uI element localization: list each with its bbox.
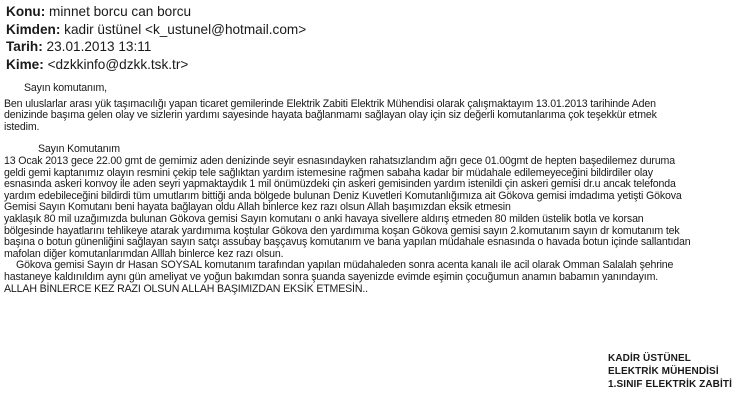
paragraph-line: Ben uluslarlar arası yük taşımacılığı yapan ticaret gemilerinde Elektrik Zabiti Elektrik Mühendisi olarak çalışmaktayım 13.01.2013 tarihinde Aden <box>4 97 656 110</box>
paragraph-line: yaklaşık 80 mil uzağımızda bulunan Gökova gemisi Sayın komutanı o anki havaya sivellere aldırış etmeden 80 milden üstelik botla ve korsan <box>4 212 644 225</box>
date-value: 23.01.2013 13:11 <box>46 39 152 54</box>
signature-name: KADİR ÜSTÜNEL <box>608 353 691 364</box>
greeting-2: Sayın Komutanım <box>38 143 120 156</box>
paragraph-line: geldi gemi kaptanımız olayın resmini çekip tele sağlıktan yardım istemesine rağmen sabaha kadar bir müdahale edilemeyeceğini bildirdiler olay <box>4 166 653 179</box>
paragraph-line: bölgesinde hayatlarını tehlikeye atarak yardımıma koştular Gökova den yardımıma koşan Gökova gemisi sayın 2.komutanım sayın dr komutanım tek <box>4 224 680 237</box>
subject-label: Konu: <box>6 4 46 19</box>
signature-block <box>608 353 732 391</box>
to-value: <dzkkinfo@dzkk.tsk.tr> <box>47 56 189 72</box>
date-row <box>6 38 306 56</box>
date-label: Tarih: <box>6 39 43 54</box>
paragraph-line: esnasında askeri konvoy ile aden seyri yapmaktaydık 1 mil önümüzdeki çin askeri gemisinden yardım istenildi çin askeri gemisi dr.u ancak telefonda <box>4 178 676 191</box>
closing-line: ALLAH BİNLERCE KEZ RAZI OLSUN ALLAH BAŞIMIZDAN EKSİK ETMESİN.. <box>4 282 368 295</box>
paragraph-line: 13 Ocak 2013 gece 22.00 gmt de gemimiz aden denizinde seyir esnasındayken rahatsızlandım ağrı gece 01.00gmt de hepten başedilemez duruma <box>4 154 675 167</box>
from-row <box>6 21 306 39</box>
paragraph-2 <box>4 156 746 260</box>
paragraph-line: mafolan diğer komutanlarımdan Alllah binlerce kez razı olsun. <box>4 247 284 260</box>
paragraph-line: Gemisi Sayın Komutanı beni hayata bağlayan oldu Allah binlerce kez razı olsun Allah başımızdan eksik etmesin <box>4 201 511 214</box>
from-label: Kimden: <box>6 21 61 37</box>
to-label: Kime: <box>6 56 44 72</box>
paragraph-3 <box>4 260 746 283</box>
greeting-1: Sayın komutanım, <box>24 82 107 94</box>
paragraph-line: istedim. <box>4 120 40 133</box>
paragraph-line: hastaneye kaldınıldım aynı gün ameliyat ve yoğun bakımdan sonra şuanda sayenizde evimde eşimin çocuğumun anamın babamın yanındayım. <box>4 270 659 283</box>
signature-title: ELEKTRİK MÜHENDİSİ <box>608 365 719 377</box>
paragraph-line: yardım edebileceğini bildirdi tüm umutlarım bittiği anda bölgede bulunan Deniz Kuvetleri Komutanlığımıza ait Gökova gemisi imdadıma yetişti Gökova <box>4 189 682 202</box>
from-value: kadir üstünel <k_ustunel@hotmail.com> <box>64 21 307 37</box>
signature-rank: 1.SINIF ELEKTRİK ZABİTİ <box>608 378 732 390</box>
paragraph-line: Gökova gemisi Sayın dr Hasan SOYSAL komutanım tarafından yapılan müdahaleden sonra acenta kanalı ile acil olarak Omman Salalah şehrine <box>16 259 674 272</box>
paragraph-1 <box>4 99 746 134</box>
letter-body <box>4 83 746 295</box>
paragraph-line: denizinde başıma gelen olay ve sizlerin yardımı sayesinde hayata bağlanmamı sağlayan olay için siz değerli komutanlarıma çok teşekkür etmek <box>4 109 657 122</box>
email-header <box>6 3 306 73</box>
subject-row <box>6 3 306 21</box>
to-row <box>6 56 306 74</box>
paragraph-line: başına o botun günenliğini sağlayan sayın satçı assubay başçavuş komutanım ve bana yapılan müdahale esnasında o havada botun içinde sallantıdan <box>4 236 691 249</box>
subject-value: minnet borcu can borcu <box>49 4 192 19</box>
